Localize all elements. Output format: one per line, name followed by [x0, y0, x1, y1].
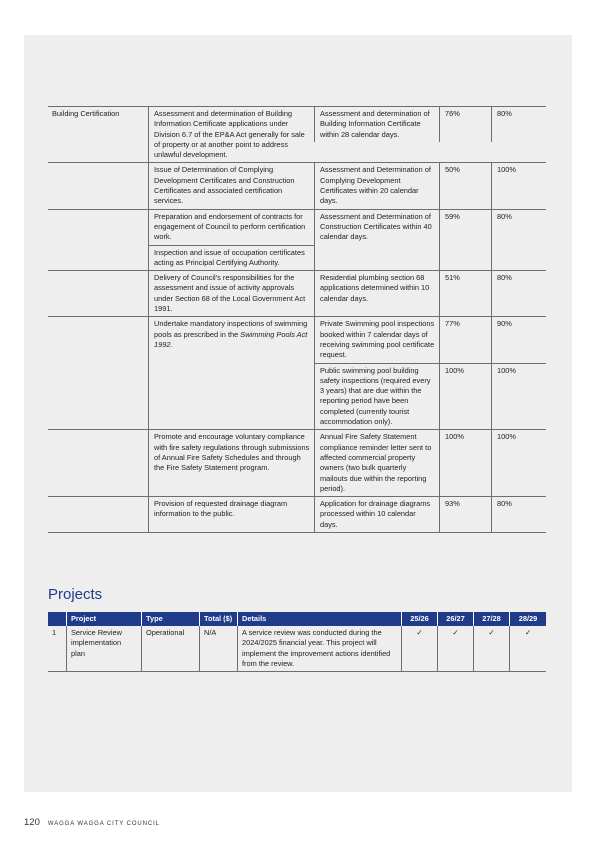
- service-row: [48, 496, 546, 533]
- project-type: Operational: [141, 626, 199, 671]
- result-value: 100%: [439, 430, 491, 496]
- activity-text: Inspection and issue of occupation certificates acting as Principal Certifying Authority.: [149, 245, 314, 271]
- activity-cell: [148, 317, 314, 429]
- projects-heading: Projects: [48, 586, 103, 603]
- service-row: [48, 209, 546, 270]
- measure-row: [314, 163, 546, 208]
- activity-cell: [148, 210, 314, 270]
- measure-text: Assessment and determination of Building Information Certificate within 28 calendar days.: [314, 107, 439, 142]
- measure-text: Application for drainage diagrams processed within 10 calendar days.: [314, 497, 439, 532]
- measure-text: Annual Fire Safety Statement compliance reminder letter sent to affected commercial property owners (two bulk quarterly mailouts due within the reporting period).: [314, 430, 439, 496]
- measure-text: Private Swimming pool inspections booked within 7 calendar days of receiving swimming pool certificate request.: [314, 317, 439, 362]
- col-header: 28/29: [509, 612, 546, 626]
- service-row: [48, 270, 546, 316]
- project-number: 1: [52, 628, 57, 637]
- activity-cell: [148, 430, 314, 496]
- page-number: 120: [24, 817, 40, 828]
- result-value: 100%: [439, 364, 491, 430]
- result-value: 76%: [439, 107, 491, 142]
- year-check: ✓: [437, 626, 473, 671]
- target-value: 90%: [491, 317, 546, 362]
- activity-text: Preparation and endorsement of contracts for engagement of Council to perform certification work.: [154, 211, 306, 242]
- activity-text: Assessment and determination of Building Information Certificate applications under Division 6.7 of the EP&A Act generally for sale of property or at another point to address unlawful development.: [154, 109, 305, 160]
- col-header: 25/26: [401, 612, 437, 626]
- project-details: A service review was conducted during the 2024/2025 financial year. This project will implement the improvement actions identified from the review.: [237, 626, 401, 671]
- result-value: 51%: [439, 271, 491, 316]
- activity-text: Provision of requested drainage diagram information to the public.: [154, 499, 288, 519]
- table-row: [48, 626, 546, 672]
- target-value: 100%: [491, 163, 546, 208]
- target-value: 80%: [491, 497, 546, 532]
- result-value: 93%: [439, 497, 491, 532]
- measure-row: [314, 107, 546, 142]
- service-row: [48, 316, 546, 429]
- project-total: N/A: [199, 626, 237, 671]
- activity-cell: [148, 497, 314, 532]
- result-value: 77%: [439, 317, 491, 362]
- service-area: Building Certification: [52, 109, 120, 118]
- target-value: 100%: [491, 364, 546, 430]
- col-header: Total ($): [199, 612, 237, 626]
- target-value: 80%: [491, 271, 546, 316]
- col-header: Details: [237, 612, 401, 626]
- col-header: Type: [141, 612, 199, 626]
- measure-row: [314, 430, 546, 496]
- activity-cell: [148, 163, 314, 208]
- col-header: 27/28: [473, 612, 509, 626]
- measure-row: [314, 271, 546, 316]
- activity-text: Issue of Determination of Complying Development Certificates and Construction Certificates and associated certification services.: [154, 165, 295, 206]
- service-row: [48, 106, 546, 162]
- activity-cell: [148, 271, 314, 316]
- measure-text: Public swimming pool building safety inspections (required every 3 years) that are due within the reporting period have been completed (currently tourist accommodation only).: [314, 364, 439, 430]
- service-table: [48, 106, 546, 533]
- activity-cell: [148, 107, 314, 162]
- year-check: ✓: [509, 626, 546, 671]
- measure-text: Assessment and Determination of Construction Certificates within 40 calendar days.: [314, 210, 439, 270]
- page-footer: [24, 817, 160, 828]
- year-check: ✓: [473, 626, 509, 671]
- projects-header-row: [48, 612, 546, 626]
- activity-text: Undertake mandatory inspections of swimming pools as prescribed in the Swimming Pools Act 1992.: [154, 319, 308, 349]
- service-row: [48, 429, 546, 496]
- activity-text: Promote and encourage voluntary compliance with fire safety regulations through submissions of Annual Fire Safety Schedules and through the Fire Safety Statement program.: [154, 432, 310, 473]
- measure-row: [314, 210, 546, 270]
- measure-row: [314, 363, 546, 430]
- project-name: Service Review implementation plan: [66, 626, 141, 671]
- year-check: ✓: [401, 626, 437, 671]
- projects-table: [48, 612, 546, 672]
- target-value: 100%: [491, 430, 546, 496]
- service-row: [48, 162, 546, 208]
- result-value: 59%: [439, 210, 491, 270]
- measure-text: Assessment and Determination of Complying Development Certificates within 20 calendar days.: [314, 163, 439, 208]
- activity-text: Delivery of Council’s responsibilities for the assessment and issue of activity approvals under Section 68 of the Local Government Act 1991.: [154, 273, 306, 314]
- result-value: 50%: [439, 163, 491, 208]
- act-title-italic: Swimming Pools Act 1992.: [154, 329, 308, 349]
- measure-text: Residential plumbing section 68 applications determined within 10 calendar days.: [314, 271, 439, 316]
- measure-row: [314, 497, 546, 532]
- target-value: 80%: [491, 210, 546, 270]
- col-header: Project: [66, 612, 141, 626]
- col-header: 26/27: [437, 612, 473, 626]
- measure-row: [314, 317, 546, 362]
- target-value: 80%: [491, 107, 546, 142]
- organisation-name: WAGGA WAGGA CITY COUNCIL: [47, 821, 160, 827]
